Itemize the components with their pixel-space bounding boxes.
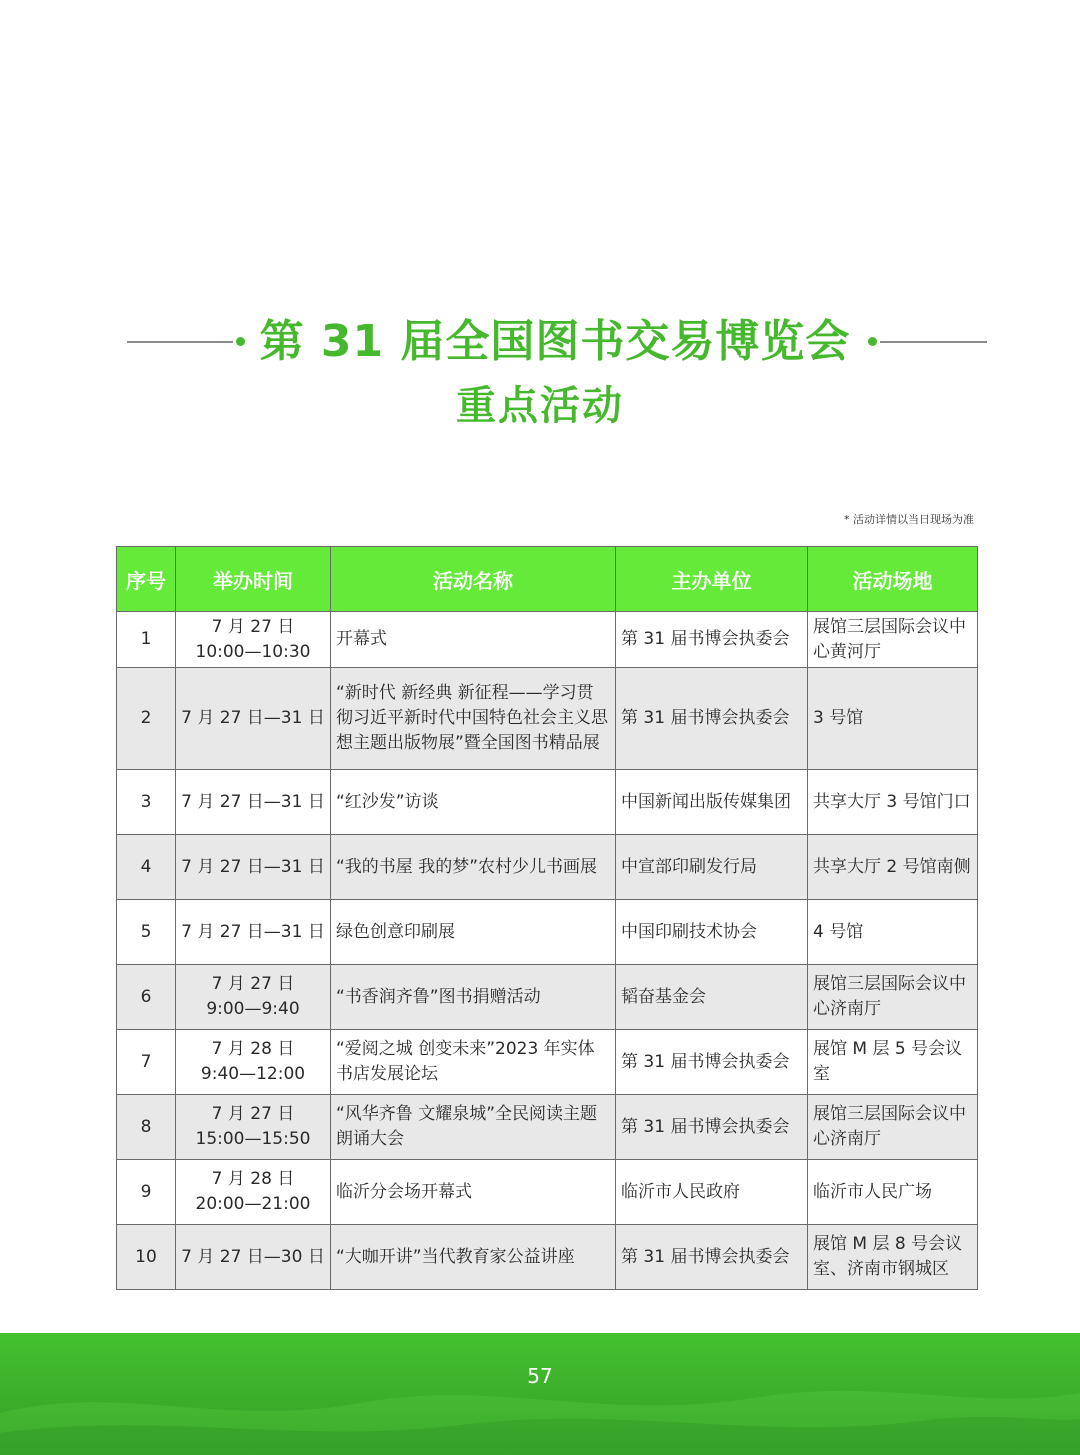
table-row — [117, 770, 978, 835]
header-no: 序号 — [117, 547, 176, 612]
title-rule-right — [880, 341, 987, 343]
table-row — [117, 1095, 978, 1160]
table-row — [117, 835, 978, 900]
cell-no: 4 — [117, 835, 176, 900]
footnote: * 活动详情以当日现场为准 — [844, 513, 974, 526]
footer-band — [0, 1333, 1080, 1455]
header-time: 举办时间 — [176, 547, 331, 612]
cell-time — [176, 1095, 331, 1160]
cell-time — [176, 835, 331, 900]
cell-no: 3 — [117, 770, 176, 835]
cell-date: 7 月 27 日 — [211, 1104, 295, 1124]
cell-no: 1 — [117, 612, 176, 668]
cell-time — [176, 900, 331, 965]
cell-org: 中宣部印刷发行局 — [616, 835, 808, 900]
cell-date: 7 月 27 日—31 日 — [181, 856, 325, 877]
table-row — [117, 1160, 978, 1225]
cell-org: 韬奋基金会 — [616, 965, 808, 1030]
table-row — [117, 1225, 978, 1290]
table-row — [117, 612, 978, 668]
page-subtitle: 重点活动 — [456, 383, 624, 429]
cell-no: 6 — [117, 965, 176, 1030]
table-row — [117, 668, 978, 770]
cell-venue: 临沂市人民广场 — [808, 1160, 978, 1225]
cell-date: 7 月 27 日 — [211, 974, 295, 994]
cell-date: 7 月 28 日 — [211, 1039, 295, 1059]
cell-venue: 4 号馆 — [808, 900, 978, 965]
table-row — [117, 965, 978, 1030]
hills-decoration — [0, 1333, 1080, 1455]
cell-date: 7 月 28 日 — [211, 1169, 295, 1189]
cell-venue: 共享大厅 2 号馆南侧 — [808, 835, 978, 900]
cell-name: “我的书屋 我的梦”农村少儿书画展 — [331, 835, 616, 900]
cell-org: 第 31 届书博会执委会 — [616, 1095, 808, 1160]
cell-venue: 共享大厅 3 号馆门口 — [808, 770, 978, 835]
header-venue: 活动场地 — [808, 547, 978, 612]
cell-time — [176, 770, 331, 835]
cell-name: “书香润齐鲁”图书捐赠活动 — [331, 965, 616, 1030]
cell-no: 10 — [117, 1225, 176, 1290]
cell-time — [176, 965, 331, 1030]
activity-table — [116, 546, 978, 1290]
title-dot-right — [868, 337, 877, 346]
cell-hours: 10:00—10:30 — [195, 641, 311, 662]
cell-name: 绿色创意印刷展 — [331, 900, 616, 965]
cell-hours: 9:00—9:40 — [206, 999, 300, 1019]
cell-org: 第 31 届书博会执委会 — [616, 1225, 808, 1290]
cell-no: 5 — [117, 900, 176, 965]
cell-venue: 展馆 M 层 8 号会议室、济南市钢城区 — [808, 1225, 978, 1290]
table-header-row — [117, 547, 978, 612]
cell-no: 8 — [117, 1095, 176, 1160]
title-block — [0, 312, 1080, 442]
cell-name: “风华齐鲁 文耀泉城”全民阅读主题朗诵大会 — [331, 1095, 616, 1160]
cell-venue: 展馆三层国际会议中心济南厅 — [808, 965, 978, 1030]
cell-date: 7 月 27 日 — [211, 616, 295, 637]
cell-date: 7 月 27 日—31 日 — [181, 921, 325, 942]
cell-no: 9 — [117, 1160, 176, 1225]
cell-time — [176, 612, 331, 668]
cell-no: 7 — [117, 1030, 176, 1095]
cell-time — [176, 1225, 331, 1290]
cell-time — [176, 668, 331, 770]
cell-no: 2 — [117, 668, 176, 770]
header-name: 活动名称 — [331, 547, 616, 612]
cell-hours: 20:00—21:00 — [195, 1194, 311, 1214]
cell-date: 7 月 27 日—30 日 — [181, 1246, 325, 1267]
cell-name: 开幕式 — [331, 612, 616, 668]
cell-hours: 9:40—12:00 — [200, 1064, 306, 1084]
cell-time — [176, 1030, 331, 1095]
page-number: 57 — [527, 1364, 553, 1388]
cell-org: 中国印刷技术协会 — [616, 900, 808, 965]
cell-name: “爱阅之城 创变未来”2023 年实体书店发展论坛 — [331, 1030, 616, 1095]
title-dot-left — [236, 337, 245, 346]
cell-org: 中国新闻出版传媒集团 — [616, 770, 808, 835]
table-row — [117, 1030, 978, 1095]
title-rule-left — [127, 341, 233, 343]
cell-venue: 展馆 M 层 5 号会议室 — [808, 1030, 978, 1095]
page-title: 第 31 届全国图书交易博览会 — [259, 316, 851, 367]
cell-org: 第 31 届书博会执委会 — [616, 612, 808, 668]
cell-date: 7 月 27 日—31 日 — [181, 708, 325, 728]
cell-hours: 15:00—15:50 — [195, 1129, 311, 1149]
cell-venue: 3 号馆 — [808, 668, 978, 770]
cell-venue: 展馆三层国际会议中心济南厅 — [808, 1095, 978, 1160]
cell-name: “新时代 新经典 新征程——学习贯彻习近平新时代中国特色社会主义思想主题出版物展”暨全国图书精品展 — [331, 668, 616, 770]
cell-org: 第 31 届书博会执委会 — [616, 668, 808, 770]
cell-time — [176, 1160, 331, 1225]
header-org: 主办单位 — [616, 547, 808, 612]
table-row — [117, 900, 978, 965]
cell-org: 第 31 届书博会执委会 — [616, 1030, 808, 1095]
cell-name: “红沙发”访谈 — [331, 770, 616, 835]
cell-venue: 展馆三层国际会议中心黄河厅 — [808, 612, 978, 668]
cell-org: 临沂市人民政府 — [616, 1160, 808, 1225]
cell-name: “大咖开讲”当代教育家公益讲座 — [331, 1225, 616, 1290]
cell-name: 临沂分会场开幕式 — [331, 1160, 616, 1225]
cell-date: 7 月 27 日—31 日 — [181, 791, 325, 812]
